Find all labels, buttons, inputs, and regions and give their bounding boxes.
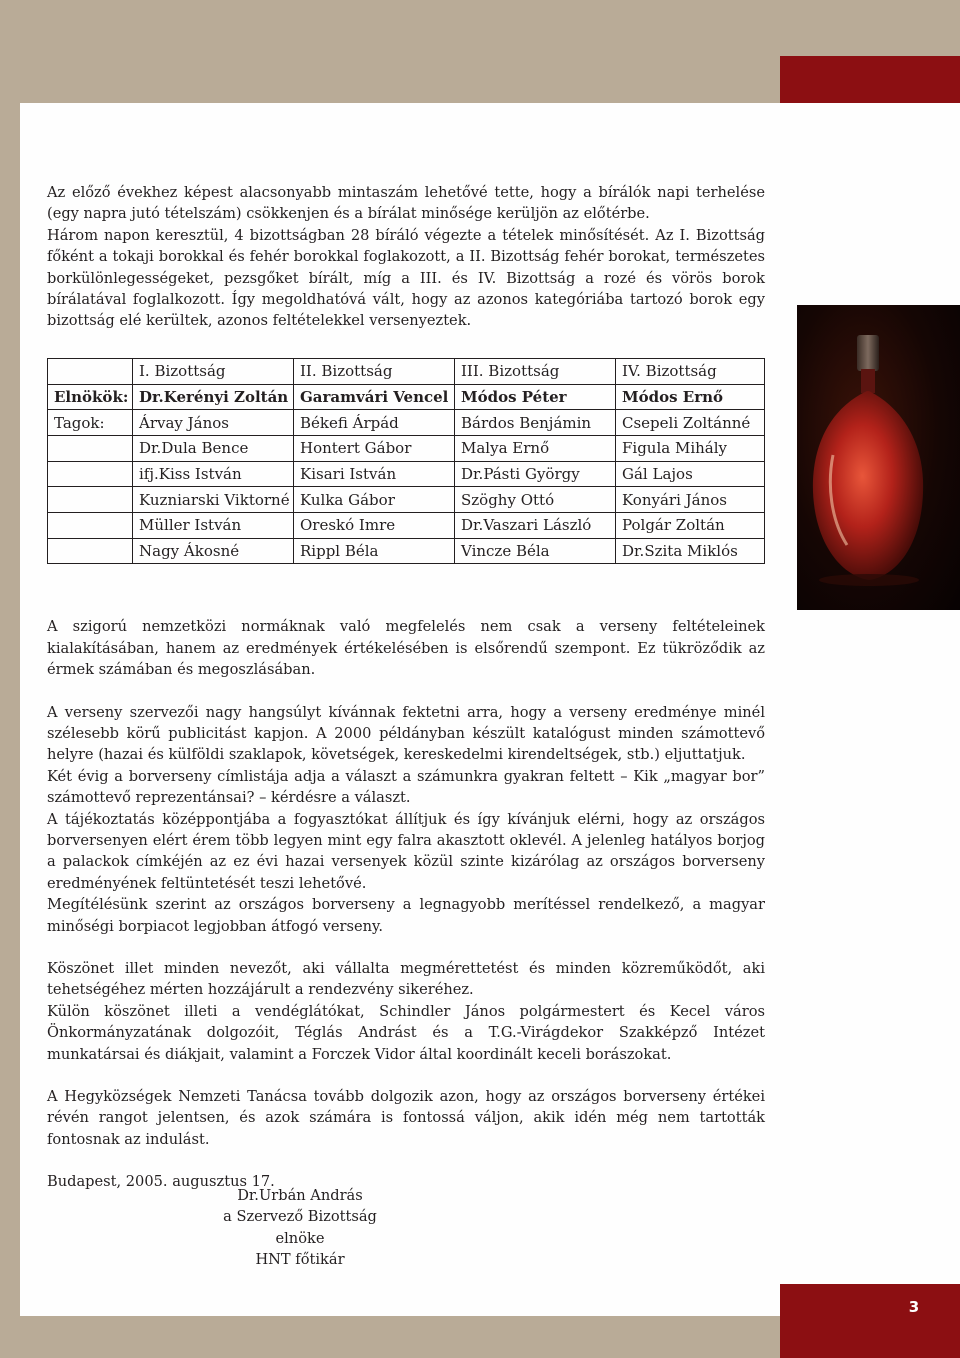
members-label: Tagok:: [48, 410, 133, 436]
member-cell: Dr.Szita Miklós: [616, 538, 765, 564]
member-cell: Kulka Gábor: [294, 487, 455, 513]
header-cell: III. Bizottság: [455, 358, 616, 384]
header-cell: II. Bizottság: [294, 358, 455, 384]
table-row: [48, 512, 765, 538]
table-row: [48, 435, 765, 461]
member-cell: Kisari István: [294, 461, 455, 487]
member-cell: Konyári János: [616, 487, 765, 513]
member-cell: Gál Lajos: [616, 461, 765, 487]
table-row: [48, 410, 765, 436]
signature-name: Dr.Urbán András: [237, 1187, 363, 1204]
chairs-row: [48, 384, 765, 410]
member-cell: Szöghy Ottó: [455, 487, 616, 513]
header-cell: IV. Bizottság: [616, 358, 765, 384]
signature-role: HNT főtikár: [255, 1251, 345, 1269]
bottom-red-tab: [780, 1284, 960, 1358]
header-cell: [48, 358, 133, 384]
body-paragraph-5: Megítélésünk szerint az országos borverseny a legnagyobb merítéssel rendelkező, a magyar minőségi borpiacot legjobban átfogó verseny.: [47, 896, 765, 935]
chair-cell: Módos Ernő: [616, 384, 765, 410]
left-decorative-band: [0, 0, 20, 1358]
member-cell: ifj.Kiss István: [133, 461, 294, 487]
member-cell: Dr.Dula Bence: [133, 435, 294, 461]
top-red-tab: [780, 56, 960, 103]
intro-paragraph-1: Az előző évekhez képest alacsonyabb mintaszám lehetővé tette, hogy a bírálók napi terhelése (egy napra jutó tételszám) csökkenjen és a bírálat minősége kerüljön az előtérbe.: [47, 184, 765, 223]
empty-label-cell: [48, 538, 133, 564]
empty-label-cell: [48, 487, 133, 513]
chair-cell: Módos Péter: [455, 384, 616, 410]
member-cell: Müller István: [133, 512, 294, 538]
table-row: [48, 461, 765, 487]
body-paragraph-3: Két évig a borverseny címlistája adja a választ a számunkra gyakran feltett – Kik „magyar bor” számottevő reprezentánsai? – kérdésre a választ.: [47, 767, 765, 807]
member-cell: Figula Mihály: [616, 435, 765, 461]
member-cell: Bárdos Benjámin: [455, 410, 616, 436]
signature-block: [200, 1185, 400, 1271]
chairs-label: Elnökök:: [48, 384, 133, 410]
member-cell: Nagy Ákosné: [133, 538, 294, 564]
body-paragraph-4: A tájékoztatás középpontjába a fogyasztókat állítjuk és így kívánjuk elérni, hogy az országos borversenyen elért érem több legyen mint egy falra akasztott oklevél. A jelenleg hatályos borjog a palackok címkéjén az ez évi hazai versenyek közül szinte kizárólag az országos borverseny eredményének feltüntetését teszi lehetővé.: [47, 810, 765, 892]
member-cell: Dr.Pásti György: [455, 461, 616, 487]
member-cell: Kuzniarski Viktorné: [133, 487, 294, 513]
table-row: [48, 538, 765, 564]
page-number: 3: [908, 1298, 920, 1316]
body-paragraph-2: A verseny szervezői nagy hangsúlyt kívánnak fektetni arra, hogy a verseny eredménye minél szélesebb körű publicitást kapjon. A 2000 példányban készült katalógust minden számottevő helyre (hazai és külföldi szaklapok, követségek, kereskedelmi kirendeltségek, stb.) eljuttatjuk.: [47, 703, 765, 764]
empty-label-cell: [48, 512, 133, 538]
empty-label-cell: [48, 461, 133, 487]
date-line: Budapest, 2005. augusztus 17.: [47, 1173, 275, 1191]
member-cell: Rippl Béla: [294, 538, 455, 564]
member-cell: Békefi Árpád: [294, 410, 455, 436]
member-cell: Dr.Vaszari László: [455, 512, 616, 538]
member-cell: Polgár Zoltán: [616, 512, 765, 538]
member-cell: Árvay János: [133, 410, 294, 436]
body-paragraph-8: A Hegyközségek Nemzeti Tanácsa tovább dolgozik azon, hogy az országos borverseny értékei révén rangot jelentsen, és azok számára is fontossá váljon, akik idén még nem tartották fontosnak az indulást.: [47, 1088, 765, 1148]
member-cell: Malya Ernő: [455, 435, 616, 461]
chair-cell: Dr.Kerényi Zoltán: [133, 384, 294, 410]
body-paragraph-1: A szigorú nemzetközi normáknak való megfelelés nem csak a verseny feltételeinek kialakításában, hanem az eredmények értékelésében is elsőrendű szempont. Ez tükröződik az érmek számában és megoszlásában.: [47, 618, 765, 679]
member-cell: Vincze Béla: [455, 538, 616, 564]
chair-cell: Garamvári Vencel: [294, 384, 455, 410]
page-content: [47, 182, 765, 1193]
member-cell: Csepeli Zoltánné: [616, 410, 765, 436]
member-cell: Oreskó Imre: [294, 512, 455, 538]
signature-title: a Szervező Bizottság elnöke: [223, 1208, 377, 1247]
table-header-row: [48, 358, 765, 384]
empty-label-cell: [48, 435, 133, 461]
header-cell: I. Bizottság: [133, 358, 294, 384]
member-cell: Hontert Gábor: [294, 435, 455, 461]
body-paragraph-7: Külön köszönet illeti a vendéglátókat, Schindler János polgármestert és Kecel város Önkormányzatának dolgozóit, Téglás Andrást és a T.G.-Virágdekor Szakképző Intézet munkatársai és diákjait, valamint a Forczek Vidor által koordinált keceli borászokat.: [47, 1002, 765, 1063]
committee-table: [47, 358, 765, 565]
wine-bottle-photo: [797, 305, 960, 610]
intro-paragraph-2: Három napon keresztül, 4 bizottságban 28 bíráló végezte a tételek minősítését. Az I. Bizottság főként a tokaji borokkal és fehér borokkal foglakozott, a II. Bizottság fehér borokat, természetes borkülönlegességeket, pezsgőket bírált, míg a III. és IV. Bizottság a rozé és vörös borok bírálatával foglalkozott. Így megoldhatóvá vált, hogy az azonos kategóriába tartozó borok egy bizottság elé kerültek, azonos feltételekkel versenyeztek.: [47, 226, 765, 330]
table-row: [48, 487, 765, 513]
body-paragraph-6: Köszönet illet minden nevezőt, aki vállalta megmérettetést és minden közreműködőt, aki tehetségéhez mérten hozzájárult a rendezvény sikeréhez.: [47, 960, 765, 999]
